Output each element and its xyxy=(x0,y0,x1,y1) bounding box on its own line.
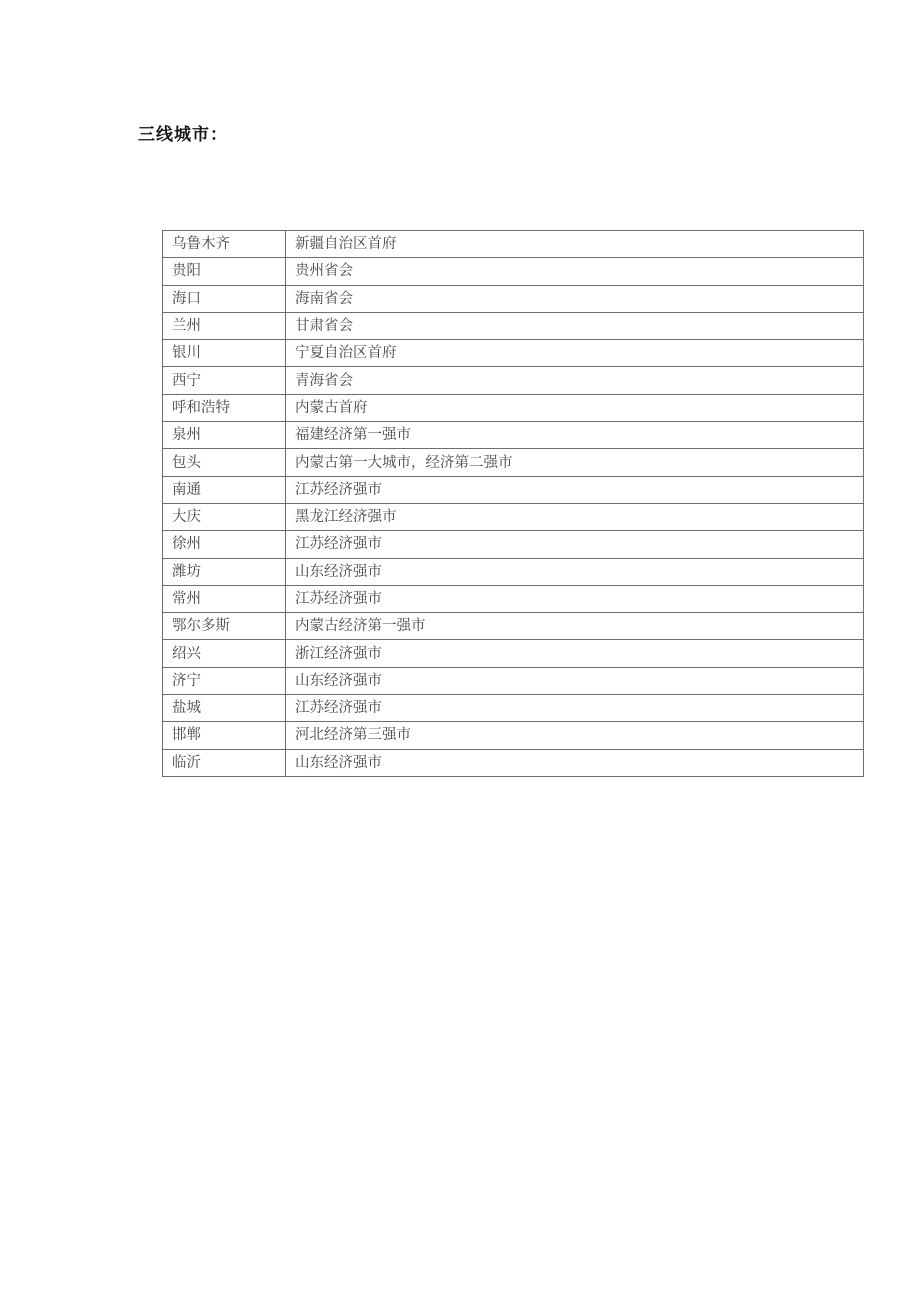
note-cell: 黑龙江经济强市 xyxy=(286,503,864,530)
table-row xyxy=(163,722,864,749)
note-cell: 内蒙古经济第一强市 xyxy=(286,613,864,640)
note-cell: 江苏经济强市 xyxy=(286,585,864,612)
table-row xyxy=(163,503,864,530)
note-cell: 山东经济强市 xyxy=(286,749,864,776)
table-row xyxy=(163,695,864,722)
note-cell: 河北经济第三强市 xyxy=(286,722,864,749)
city-cell: 银川 xyxy=(163,340,286,367)
city-cell: 大庆 xyxy=(163,503,286,530)
city-cell: 泉州 xyxy=(163,422,286,449)
city-cell: 西宁 xyxy=(163,367,286,394)
note-cell: 内蒙古首府 xyxy=(286,394,864,421)
table-row xyxy=(163,585,864,612)
table-row xyxy=(163,422,864,449)
table-row xyxy=(163,367,864,394)
section-heading: 三线城市： xyxy=(138,125,228,145)
note-cell: 宁夏自治区首府 xyxy=(286,340,864,367)
note-cell: 海南省会 xyxy=(286,285,864,312)
table-row xyxy=(163,667,864,694)
table-row xyxy=(163,531,864,558)
note-cell: 山东经济强市 xyxy=(286,667,864,694)
table-row xyxy=(163,476,864,503)
city-cell: 盐城 xyxy=(163,695,286,722)
table-row xyxy=(163,231,864,258)
table-row xyxy=(163,312,864,339)
city-cell: 临沂 xyxy=(163,749,286,776)
note-cell: 江苏经济强市 xyxy=(286,476,864,503)
note-cell: 新疆自治区首府 xyxy=(286,231,864,258)
note-cell: 内蒙古第一大城市，经济第二强市 xyxy=(286,449,864,476)
city-cell: 贵阳 xyxy=(163,258,286,285)
city-cell: 邯郸 xyxy=(163,722,286,749)
table-row xyxy=(163,394,864,421)
table-row xyxy=(163,285,864,312)
city-cell: 乌鲁木齐 xyxy=(163,231,286,258)
note-cell: 贵州省会 xyxy=(286,258,864,285)
city-cell: 潍坊 xyxy=(163,558,286,585)
city-cell: 鄂尔多斯 xyxy=(163,613,286,640)
city-cell: 济宁 xyxy=(163,667,286,694)
city-cell: 呼和浩特 xyxy=(163,394,286,421)
note-cell: 福建经济第一强市 xyxy=(286,422,864,449)
city-cell: 常州 xyxy=(163,585,286,612)
note-cell: 江苏经济强市 xyxy=(286,695,864,722)
city-cell: 海口 xyxy=(163,285,286,312)
city-cell: 兰州 xyxy=(163,312,286,339)
table-row xyxy=(163,749,864,776)
table-row xyxy=(163,613,864,640)
table-body xyxy=(163,231,864,777)
table-row xyxy=(163,258,864,285)
note-cell: 浙江经济强市 xyxy=(286,640,864,667)
city-cell: 南通 xyxy=(163,476,286,503)
table-row xyxy=(163,640,864,667)
note-cell: 青海省会 xyxy=(286,367,864,394)
note-cell: 山东经济强市 xyxy=(286,558,864,585)
city-cell: 包头 xyxy=(163,449,286,476)
third-tier-cities-table xyxy=(162,230,864,777)
table-row xyxy=(163,449,864,476)
table-row xyxy=(163,340,864,367)
table-row xyxy=(163,558,864,585)
note-cell: 江苏经济强市 xyxy=(286,531,864,558)
city-cell: 徐州 xyxy=(163,531,286,558)
note-cell: 甘肃省会 xyxy=(286,312,864,339)
city-cell: 绍兴 xyxy=(163,640,286,667)
